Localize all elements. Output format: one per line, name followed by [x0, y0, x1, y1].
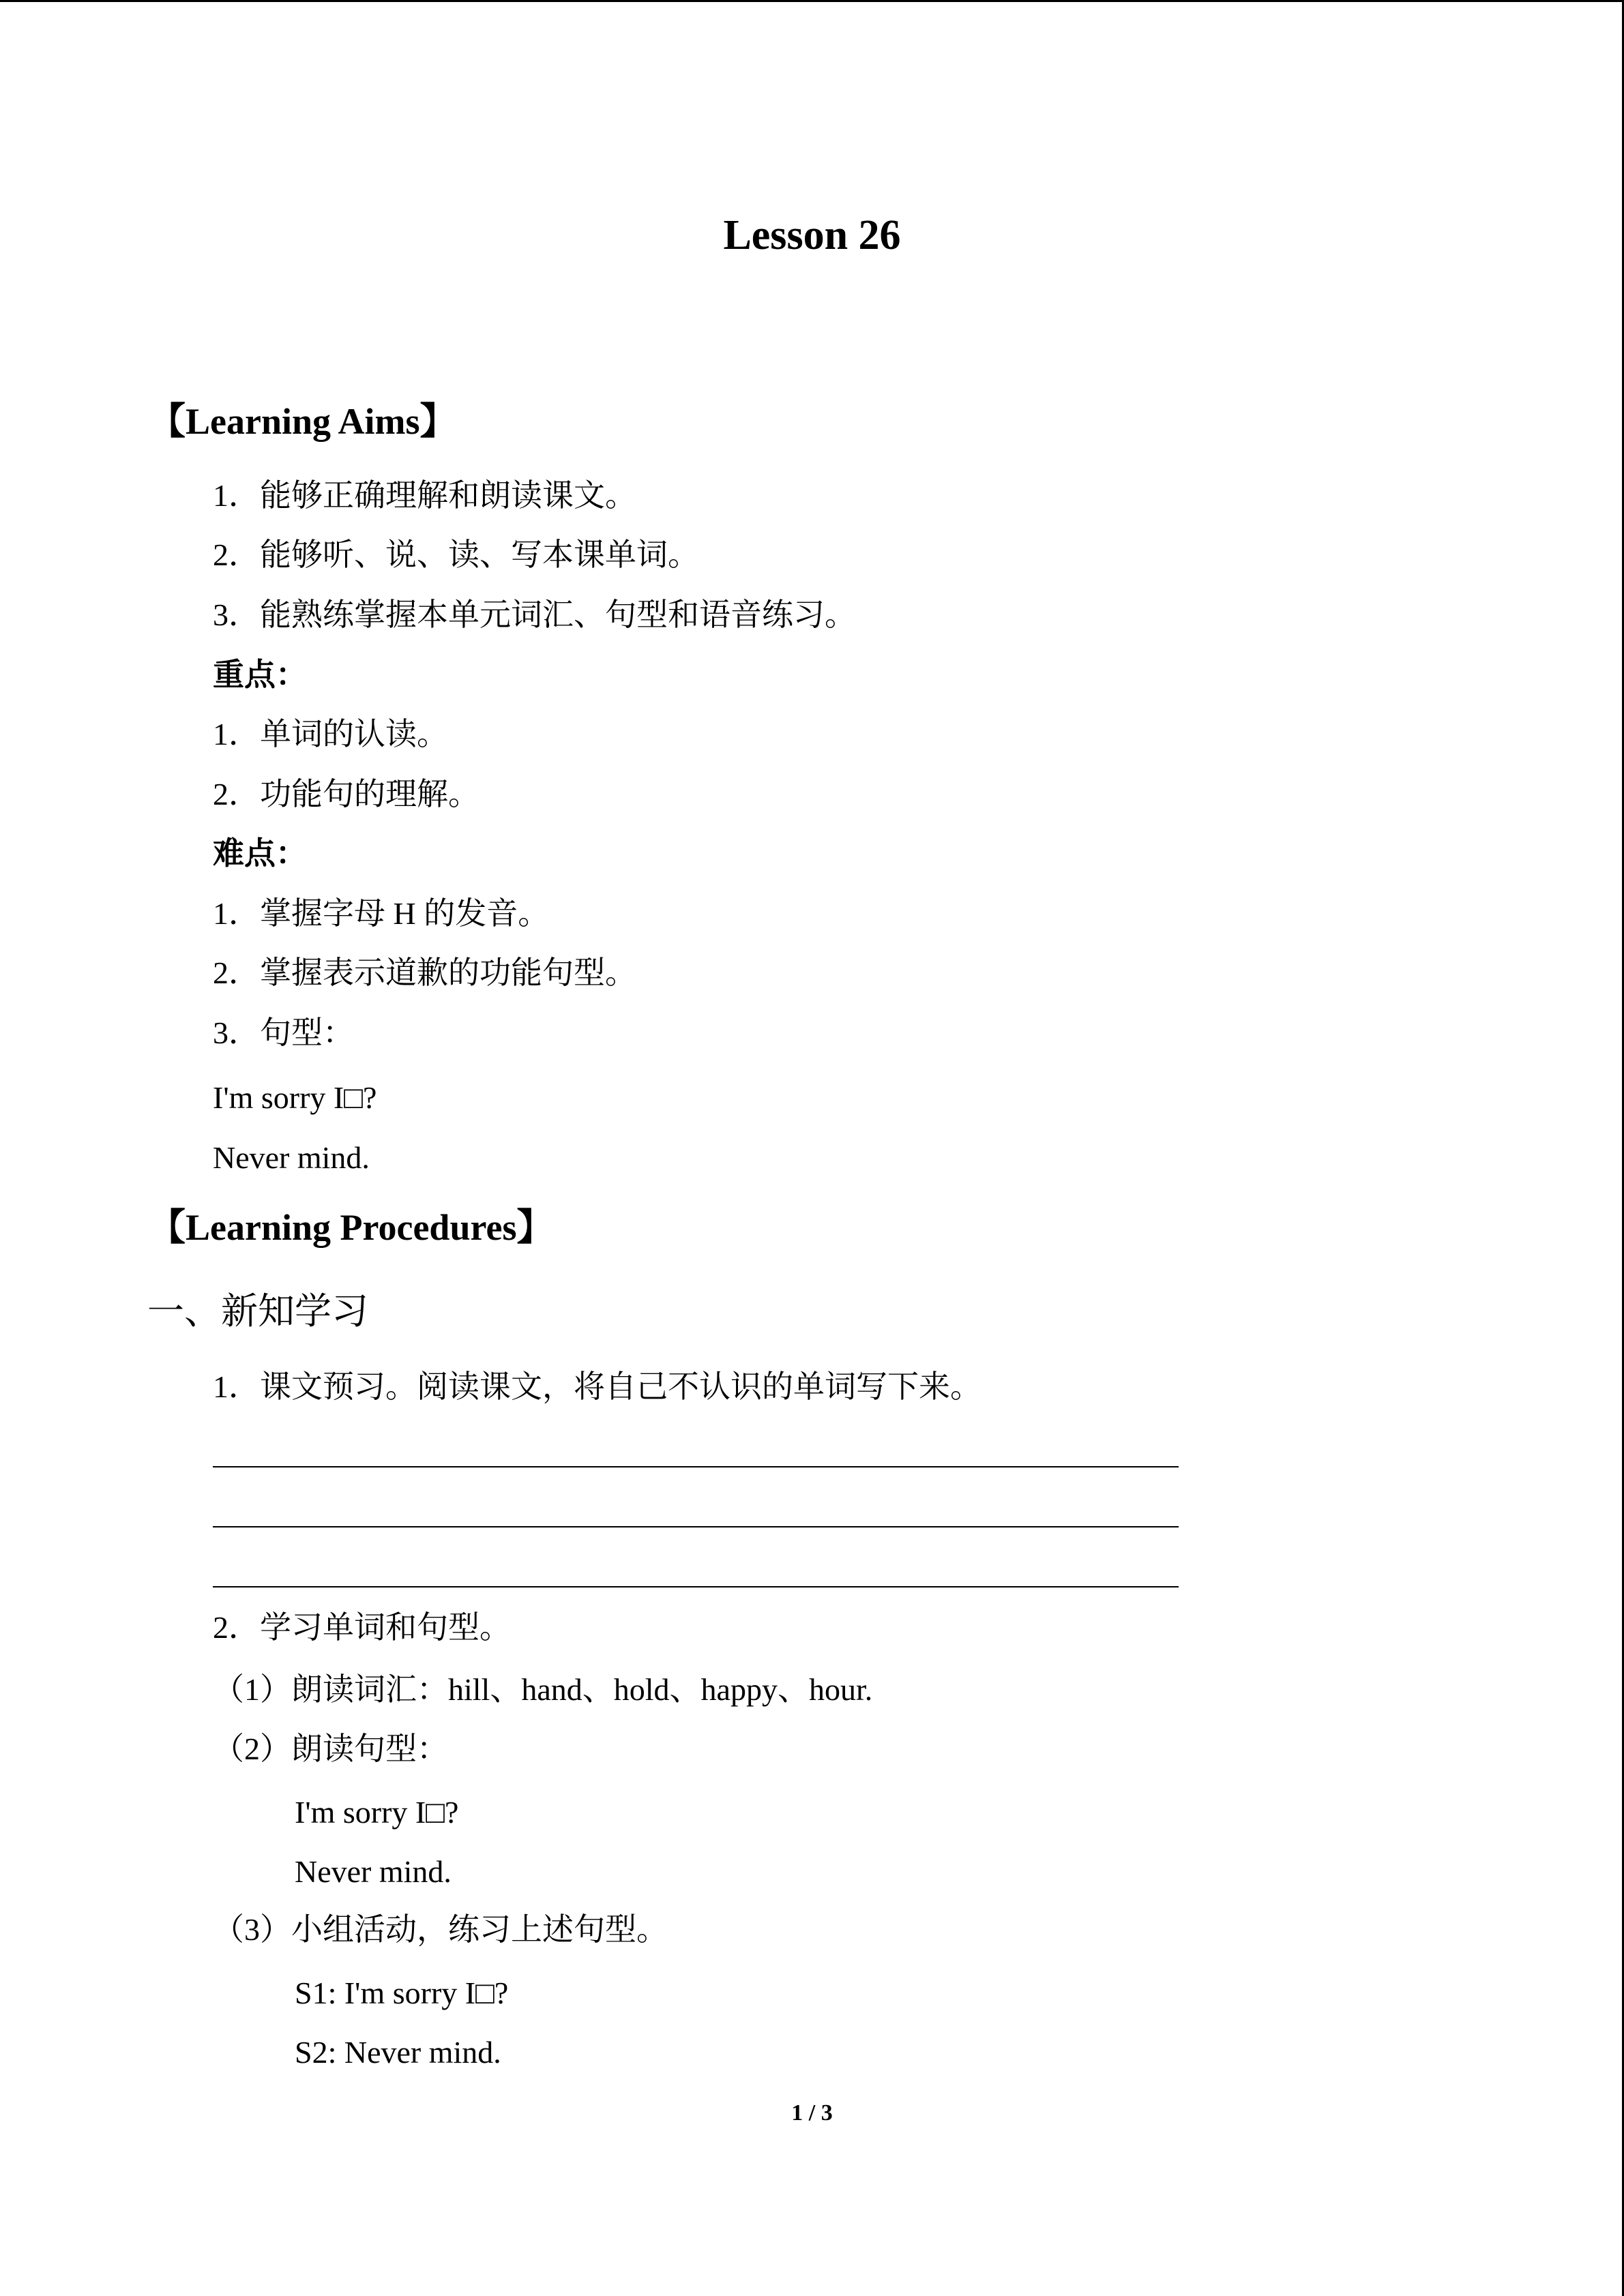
aim-item: 2．能够听、说、读、写本课单词。 — [213, 537, 699, 572]
answer-line[interactable] — [213, 1466, 1179, 1467]
difficult-points-label: 难点： — [213, 836, 307, 871]
chapter-heading: 一、新知学习 — [147, 1291, 368, 1332]
step-2: 2．学习单词和句型。 — [213, 1610, 511, 1645]
sentence-pattern: I'm sorry I□? — [213, 1080, 377, 1115]
substep-sentences: （2）朗读句型： — [213, 1731, 448, 1766]
dialogue-line: S1: I'm sorry I□? — [295, 1976, 509, 2010]
page-border-top — [0, 0, 1624, 2]
difficult-point-item: 3．句型： — [213, 1015, 354, 1050]
substep-group-activity: （3）小组活动，练习上述句型。 — [213, 1912, 668, 1947]
difficult-point-item: 1．掌握字母 H 的发音。 — [213, 896, 550, 931]
page-number: 1 / 3 — [791, 2100, 833, 2126]
page-title: Lesson 26 — [723, 212, 901, 258]
sentence-pattern: Never mind. — [295, 1854, 452, 1889]
sentence-pattern: Never mind. — [213, 1140, 370, 1175]
aim-item: 1．能够正确理解和朗读课文。 — [213, 478, 636, 513]
step-1: 1．课文预习。阅读课文，将自己不认识的单词写下来。 — [213, 1369, 981, 1404]
key-point-item: 1．单词的认读。 — [213, 717, 448, 751]
answer-line[interactable] — [213, 1526, 1179, 1527]
sentence-pattern: I'm sorry I□? — [295, 1795, 459, 1830]
dialogue-line: S2: Never mind. — [295, 2035, 501, 2070]
learning-procedures-heading: 【Learning Procedures】 — [149, 1207, 554, 1248]
key-point-item: 2．功能句的理解。 — [213, 777, 479, 811]
learning-aims-heading: 【Learning Aims】 — [149, 401, 457, 442]
answer-line[interactable] — [213, 1586, 1179, 1587]
difficult-point-item: 2．掌握表示道歉的功能句型。 — [213, 955, 636, 990]
substep-vocabulary: （1）朗读词汇：hill、hand、hold、happy、hour. — [213, 1672, 873, 1707]
key-points-label: 重点： — [213, 657, 307, 692]
aim-item: 3．能熟练掌握本单元词汇、句型和语音练习。 — [213, 597, 856, 632]
